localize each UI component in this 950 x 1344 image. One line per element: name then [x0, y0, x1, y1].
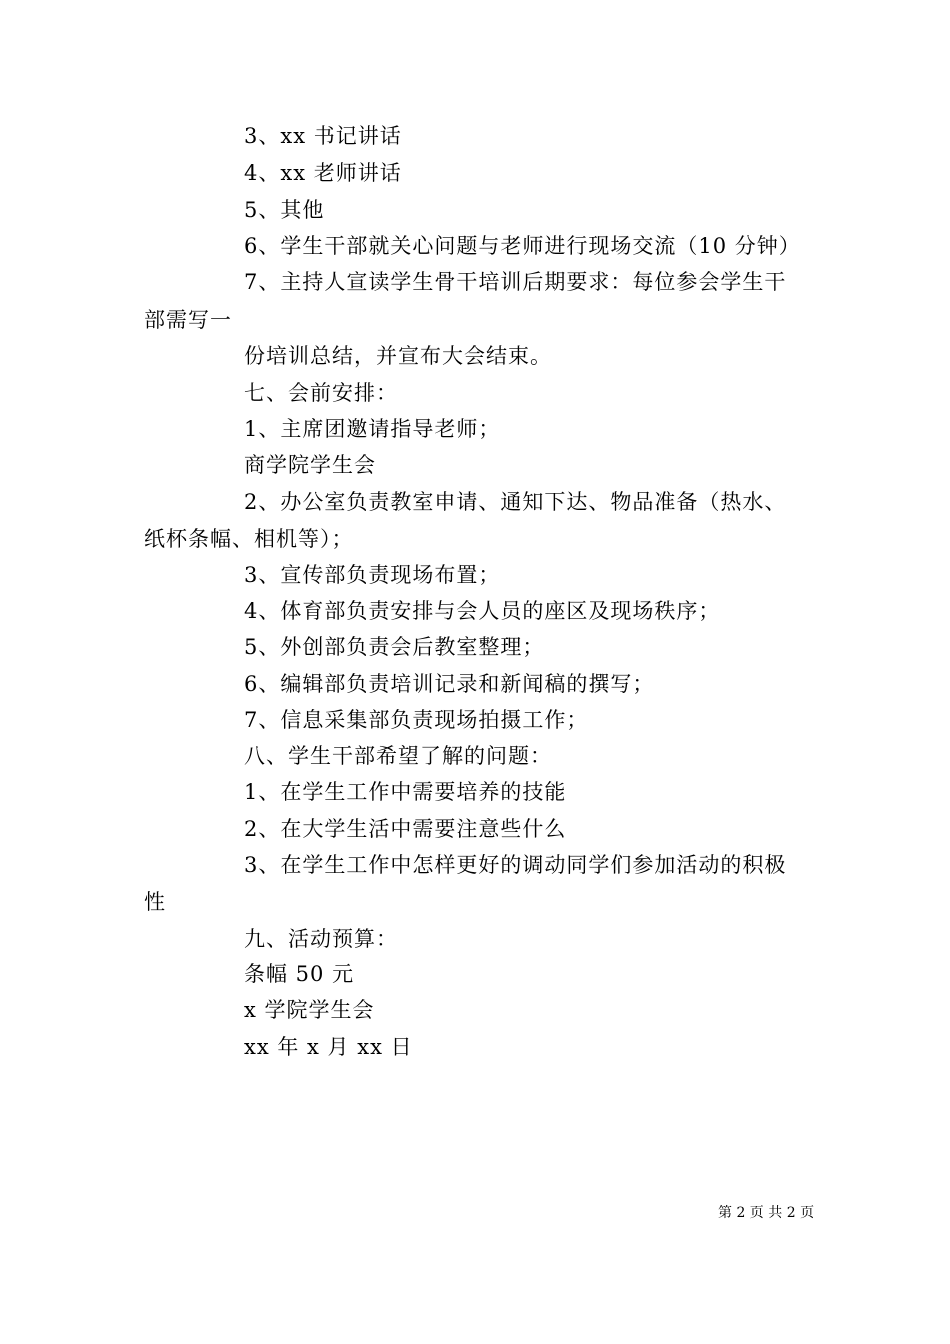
- prep-item-6: 6、编辑部负责培训记录和新闻稿的撰写；: [244, 672, 655, 696]
- agenda-item-7-continued-2: 份培训总结，并宣布大会结束。: [244, 344, 552, 368]
- agenda-item-7: 7、主持人宣读学生骨干培训后期要求：每位参会学生干: [244, 270, 787, 294]
- organization-name: 商学院学生会: [244, 453, 376, 477]
- agenda-item-6: 6、学生干部就关心问题与老师进行现场交流（10 分钟）: [244, 234, 801, 258]
- agenda-item-3: 3、xx 书记讲话: [244, 124, 402, 148]
- agenda-item-7-continued: 部需写一: [144, 308, 232, 332]
- section-heading-preparation: 七、会前安排：: [244, 381, 398, 405]
- agenda-item-5: 5、其他: [244, 198, 325, 222]
- question-item-3: 3、在学生工作中怎样更好的调动同学们参加活动的积极: [244, 853, 787, 877]
- prep-item-4: 4、体育部负责安排与会人员的座区及现场秩序；: [244, 599, 721, 623]
- section-heading-budget: 九、活动预算：: [244, 927, 398, 951]
- signature-date: xx 年 x 月 xx 日: [244, 1035, 413, 1059]
- prep-item-5: 5、外创部负责会后教室整理；: [244, 635, 545, 659]
- question-item-2: 2、在大学生活中需要注意些什么: [244, 817, 567, 841]
- prep-item-2: 2、办公室负责教室申请、通知下达、物品准备（热水、: [244, 490, 787, 514]
- prep-item-3: 3、宣传部负责现场布置；: [244, 563, 501, 587]
- signature-organization: x 学院学生会: [244, 998, 375, 1022]
- page-number-footer: 第 2 页 共 2 页: [718, 1205, 815, 1221]
- prep-item-2-continued: 纸杯条幅、相机等）；: [144, 527, 354, 551]
- agenda-item-4: 4、xx 老师讲话: [244, 161, 402, 185]
- question-item-3-continued: 性: [144, 890, 166, 914]
- prep-item-7: 7、信息采集部负责现场拍摄工作；: [244, 708, 589, 732]
- budget-item: 条幅 50 元: [244, 962, 355, 986]
- question-item-1: 1、在学生工作中需要培养的技能: [244, 780, 567, 804]
- prep-item-1: 1、主席团邀请指导老师；: [244, 417, 501, 441]
- section-heading-questions: 八、学生干部希望了解的问题：: [244, 744, 552, 768]
